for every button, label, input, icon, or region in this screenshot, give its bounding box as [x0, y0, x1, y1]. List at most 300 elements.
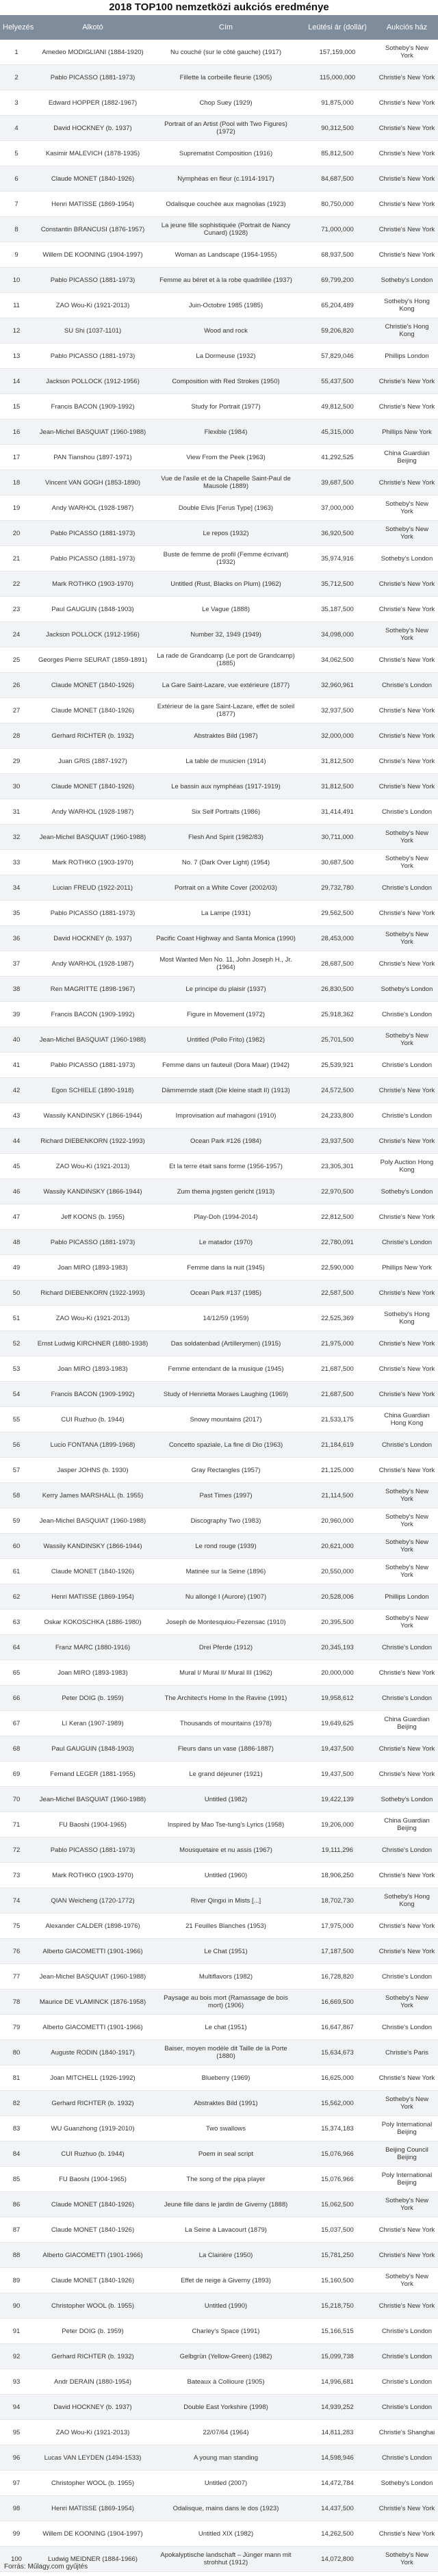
artist-cell: ZAO Wou-Ki (1921-2013): [33, 1306, 153, 1331]
table-row: [0, 470, 438, 495]
rank-cell: 6: [0, 166, 33, 192]
auction-house-cell: Beijing Council Beijing: [376, 2141, 438, 2167]
work-title-cell: 22/07/64 (1964): [153, 2420, 299, 2445]
artist-cell: Claude MONET (1840-1926): [33, 673, 153, 698]
artist-cell: Maurice DE VLAMINCK (1876-1958): [33, 1989, 153, 2015]
auction-house-cell: Christie's New York: [376, 2243, 438, 2268]
price-cell: 20,960,000: [299, 1508, 376, 1534]
price-cell: 23,937,500: [299, 1129, 376, 1154]
work-title-cell: La Clairière (1950): [153, 2243, 299, 2268]
price-cell: 20,395,500: [299, 1610, 376, 1635]
table-row: [0, 1306, 438, 1331]
work-title-cell: The song of the pipa player: [153, 2167, 299, 2192]
table-row: [0, 799, 438, 825]
artist-cell: Wassily KANDINSKY (1866-1944): [33, 1179, 153, 1205]
work-title-cell: Juin-Octobre 1985 (1985): [153, 293, 299, 318]
auction-house-cell: Christie's New York: [376, 242, 438, 268]
auction-house-cell: Christie's New York: [376, 749, 438, 774]
auction-house-cell: Christie's New York: [376, 1205, 438, 1230]
table-row: [0, 571, 438, 597]
work-title-cell: Fillette la corbeille fleurie (1905): [153, 65, 299, 90]
table-row: [0, 2268, 438, 2293]
auction-house-cell: Christie's London: [376, 1053, 438, 1078]
rank-cell: 70: [0, 1787, 33, 1812]
table-row: [0, 166, 438, 192]
rank-cell: 72: [0, 1838, 33, 1863]
auction-house-cell: Christie's New York: [376, 774, 438, 799]
auction-house-cell: Christie's New York: [376, 571, 438, 597]
artist-cell: CUI Ruzhuo (b. 1944): [33, 1407, 153, 1432]
table-row: [0, 1635, 438, 1660]
table-row: [0, 1382, 438, 1407]
price-cell: 14,939,252: [299, 2395, 376, 2420]
auction-house-cell: Christie's London: [376, 2344, 438, 2369]
table-row: [0, 1280, 438, 1306]
artist-cell: Jean-Michel BASQUIAT (1960-1988): [33, 1787, 153, 1812]
rank-cell: 55: [0, 1407, 33, 1432]
auction-house-cell: Sotheby's Hong Kong: [376, 1888, 438, 1914]
work-title-cell: Matinée sur la Seine (1896): [153, 1559, 299, 1584]
work-title-cell: Thousands of mountains (1978): [153, 1711, 299, 1736]
artist-cell: Joan MIRO (1893-1983): [33, 1356, 153, 1382]
auction-house-cell: Christie's New York: [376, 166, 438, 192]
price-cell: 31,812,500: [299, 749, 376, 774]
work-title-cell: Mural I/ Mural II/ Mural III (1962): [153, 1660, 299, 1686]
price-cell: 16,728,820: [299, 1964, 376, 1989]
price-cell: 14,072,800: [299, 2547, 376, 2572]
price-cell: 31,812,500: [299, 774, 376, 799]
rank-cell: 15: [0, 394, 33, 420]
header-work: Cím: [153, 15, 299, 40]
auction-house-cell: Christie's Hong Kong: [376, 318, 438, 344]
rank-cell: 68: [0, 1736, 33, 1762]
artist-cell: Juan GRIS (1887-1927): [33, 749, 153, 774]
table-row: [0, 2445, 438, 2471]
auction-house-cell: Sotheby's New York: [376, 1610, 438, 1635]
rank-cell: 3: [0, 90, 33, 116]
work-title-cell: Drei Pferde (1912): [153, 1635, 299, 1660]
work-title-cell: Multiflavors (1982): [153, 1964, 299, 1989]
auction-house-cell: China Guardian Beijing: [376, 1812, 438, 1838]
work-title-cell: Number 32, 1949 (1949): [153, 622, 299, 647]
work-title-cell: Woman as Landscape (1954-1955): [153, 242, 299, 268]
table-row: [0, 723, 438, 749]
auction-house-cell: China Guardian Hong Kong: [376, 1407, 438, 1432]
rank-cell: 11: [0, 293, 33, 318]
work-title-cell: Odalisque, mains dans le dos (1923): [153, 2496, 299, 2521]
work-title-cell: Le rond rouge (1939): [153, 1534, 299, 1559]
rank-cell: 58: [0, 1483, 33, 1508]
table-row: [0, 1483, 438, 1508]
source-note: Forrás: Műlagy.com gyűjtés: [4, 2563, 88, 2571]
price-cell: 69,799,200: [299, 268, 376, 293]
price-cell: 15,218,750: [299, 2293, 376, 2319]
auction-house-cell: Christie's New York: [376, 1280, 438, 1306]
table-header: [0, 15, 438, 40]
auction-house-cell: Sotheby's New York: [376, 2268, 438, 2293]
work-title-cell: Discography Two (1983): [153, 1508, 299, 1534]
page-title: 2018 TOP100 nemzetközi aukciós eredménye: [109, 1, 329, 13]
work-title-cell: Wood and rock: [153, 318, 299, 344]
table-row: [0, 141, 438, 166]
auction-house-cell: Christie's London: [376, 1686, 438, 1711]
work-title-cell: Bateaux à Collioure (1905): [153, 2369, 299, 2395]
header-auction-house: Aukciós ház: [376, 15, 438, 40]
work-title-cell: Flexible (1984): [153, 420, 299, 445]
artist-cell: Gerhard RICHTER (b. 1932): [33, 723, 153, 749]
table-row: [0, 2471, 438, 2496]
work-title-cell: Charley's Space (1991): [153, 2319, 299, 2344]
rank-cell: 10: [0, 268, 33, 293]
work-title-cell: Le matador (1970): [153, 1230, 299, 1255]
artist-cell: Andy WARHOL (1928-1987): [33, 951, 153, 977]
table-row: [0, 1888, 438, 1914]
rank-cell: 22: [0, 571, 33, 597]
rank-cell: 54: [0, 1382, 33, 1407]
artist-cell: Mark ROTHKO (1903-1970): [33, 571, 153, 597]
table-row: [0, 2091, 438, 2116]
artist-cell: CUI Ruzhuo (b. 1944): [33, 2141, 153, 2167]
work-title-cell: Composition with Red Strokes (1950): [153, 369, 299, 394]
auction-house-cell: Christie's New York: [376, 1863, 438, 1888]
auction-house-cell: Christie's New York: [376, 141, 438, 166]
artist-cell: Claude MONET (1840-1926): [33, 1559, 153, 1584]
table-row: [0, 850, 438, 875]
table-row: [0, 1838, 438, 1863]
price-cell: 20,528,006: [299, 1584, 376, 1610]
table-row: [0, 90, 438, 116]
rank-cell: 87: [0, 2217, 33, 2243]
auction-house-cell: Christie's London: [376, 2319, 438, 2344]
artist-cell: Pablo PICASSO (1881-1973): [33, 901, 153, 926]
auction-house-cell: Sotheby's London: [376, 1787, 438, 1812]
work-title-cell: Double Elvis [Ferus Type] (1963): [153, 495, 299, 521]
work-title-cell: Joseph de Montesquiou-Fezensac (1910): [153, 1610, 299, 1635]
auction-house-cell: Christie's New York: [376, 2217, 438, 2243]
artist-cell: Henri MATISSE (1869-1954): [33, 192, 153, 217]
work-title-cell: Portrait on a White Cover (2002/03): [153, 875, 299, 901]
price-cell: 84,687,500: [299, 166, 376, 192]
rank-cell: 83: [0, 2116, 33, 2141]
artist-cell: Christopher WOOL (b. 1955): [33, 2471, 153, 2496]
work-title-cell: Untitled (Pollo Frito) (1982): [153, 1027, 299, 1053]
table-row: [0, 1179, 438, 1205]
artist-cell: Willem DE KOONING (1904-1997): [33, 242, 153, 268]
table-row: [0, 2521, 438, 2547]
table-row: [0, 1129, 438, 1154]
work-title-cell: Le Vague (1888): [153, 597, 299, 622]
auction-house-cell: Christie's New York: [376, 394, 438, 420]
auction-house-cell: China Guardian Beijing: [376, 445, 438, 470]
auction-house-cell: Sotheby's New York: [376, 40, 438, 65]
auction-house-cell: Sotheby's Hong Kong: [376, 1306, 438, 1331]
work-title-cell: La Gare Saint-Lazare, vue extérieure (1877): [153, 673, 299, 698]
work-title-cell: Untitled (Rust, Blacks on Plum) (1962): [153, 571, 299, 597]
auction-house-cell: Phillips London: [376, 344, 438, 369]
rank-cell: 48: [0, 1230, 33, 1255]
artist-cell: Georges Pierre SEURAT (1859-1891): [33, 647, 153, 673]
price-cell: 21,184,619: [299, 1432, 376, 1458]
auction-house-cell: Sotheby's New York: [376, 622, 438, 647]
work-title-cell: River Qingxi in Mists [...]: [153, 1888, 299, 1914]
rank-cell: 94: [0, 2395, 33, 2420]
auction-house-cell: Christie's New York: [376, 1736, 438, 1762]
price-cell: 22,590,000: [299, 1255, 376, 1280]
rank-cell: 28: [0, 723, 33, 749]
work-title-cell: Untitled XIX (1982): [153, 2521, 299, 2547]
artist-cell: Ludwig MEIDNER (1884-1966): [33, 2547, 153, 2572]
price-cell: 55,437,500: [299, 369, 376, 394]
table-row: [0, 1812, 438, 1838]
table-row: [0, 1154, 438, 1179]
table-row: [0, 901, 438, 926]
table-row: [0, 1584, 438, 1610]
work-title-cell: Extérieur de la gare Saint-Lazare, effet de soleil (1877): [153, 698, 299, 723]
table-row: [0, 116, 438, 141]
work-title-cell: Ocean Park #137 (1985): [153, 1280, 299, 1306]
rank-cell: 69: [0, 1762, 33, 1787]
artist-cell: Claude MONET (1840-1926): [33, 698, 153, 723]
auction-house-cell: Christie's London: [376, 673, 438, 698]
rank-cell: 16: [0, 420, 33, 445]
rank-cell: 93: [0, 2369, 33, 2395]
artist-cell: Franz MARC (1880-1916): [33, 1635, 153, 1660]
work-title-cell: Inspired by Mao Tse-tung's Lyrics (1958): [153, 1812, 299, 1838]
auction-house-cell: Sotheby's New York: [376, 1989, 438, 2015]
rank-cell: 46: [0, 1179, 33, 1205]
auction-house-cell: Christie's New York: [376, 192, 438, 217]
artist-cell: Christopher WOOL (b. 1955): [33, 2293, 153, 2319]
rank-cell: 74: [0, 1888, 33, 1914]
rank-cell: 62: [0, 1584, 33, 1610]
auction-results-table: [0, 15, 438, 2572]
rank-cell: 99: [0, 2521, 33, 2547]
table-row: [0, 344, 438, 369]
work-title-cell: Femme au béret et à la robe quadrillée (1937): [153, 268, 299, 293]
rank-cell: 57: [0, 1458, 33, 1483]
auction-house-cell: Christie's New York: [376, 2065, 438, 2091]
artist-cell: Alberto GIACOMETTI (1901-1966): [33, 2015, 153, 2040]
rank-cell: 47: [0, 1205, 33, 1230]
artist-cell: Pablo PICASSO (1881-1973): [33, 521, 153, 546]
artist-cell: Pablo PICASSO (1881-1973): [33, 268, 153, 293]
rank-cell: 23: [0, 597, 33, 622]
rank-cell: 61: [0, 1559, 33, 1584]
artist-cell: Willem DE KOONING (1904-1997): [33, 2521, 153, 2547]
price-cell: 85,812,500: [299, 141, 376, 166]
price-cell: 15,374,183: [299, 2116, 376, 2141]
artist-cell: Gerhard RICHTER (b. 1932): [33, 2344, 153, 2369]
price-cell: 16,647,867: [299, 2015, 376, 2040]
rank-cell: 29: [0, 749, 33, 774]
artist-cell: David HOCKNEY (b. 1937): [33, 116, 153, 141]
artist-cell: ZAO Wou-Ki (1921-2013): [33, 2420, 153, 2445]
artist-cell: Wassily KANDINSKY (1866-1944): [33, 1534, 153, 1559]
price-cell: 20,000,000: [299, 1660, 376, 1686]
rank-cell: 1: [0, 40, 33, 65]
auction-house-cell: Sotheby's London: [376, 546, 438, 571]
table-row: [0, 2116, 438, 2141]
artist-cell: Jean-Michel BASQUIAT (1960-1988): [33, 1027, 153, 1053]
rank-cell: 86: [0, 2192, 33, 2217]
rank-cell: 98: [0, 2496, 33, 2521]
table-row: [0, 673, 438, 698]
price-cell: 29,732,780: [299, 875, 376, 901]
price-cell: 39,687,500: [299, 470, 376, 495]
artist-cell: Kerry James MARSHALL (b. 1955): [33, 1483, 153, 1508]
rank-cell: 89: [0, 2268, 33, 2293]
price-cell: 22,970,500: [299, 1179, 376, 1205]
price-cell: 15,037,500: [299, 2217, 376, 2243]
table-row: [0, 2040, 438, 2065]
table-row: [0, 2319, 438, 2344]
rank-cell: 82: [0, 2091, 33, 2116]
rank-cell: 71: [0, 1812, 33, 1838]
price-cell: 21,533,175: [299, 1407, 376, 1432]
rank-cell: 24: [0, 622, 33, 647]
table-body: [0, 40, 438, 2572]
table-row: [0, 2141, 438, 2167]
table-row: [0, 1458, 438, 1483]
rank-cell: 4: [0, 116, 33, 141]
table-row: [0, 65, 438, 90]
price-cell: 14,262,500: [299, 2521, 376, 2547]
rank-cell: 59: [0, 1508, 33, 1534]
table-row: [0, 1787, 438, 1812]
artist-cell: Mark ROTHKO (1903-1970): [33, 850, 153, 875]
auction-house-cell: Sotheby's New York: [376, 2091, 438, 2116]
price-cell: 16,625,000: [299, 2065, 376, 2091]
price-cell: 32,937,500: [299, 698, 376, 723]
work-title-cell: Most Wanted Men No. 11, John Joseph H., Jr. (1964): [153, 951, 299, 977]
work-title-cell: Baiser, moyen modèle dit Taille de la Porte (1880): [153, 2040, 299, 2065]
rank-cell: 7: [0, 192, 33, 217]
table-row: [0, 2496, 438, 2521]
artist-cell: Gerhard RICHTER (b. 1932): [33, 2091, 153, 2116]
artist-cell: Alexander CALDER (1898-1976): [33, 1914, 153, 1939]
work-title-cell: Buste de femme de profil (Femme écrivant) (1932): [153, 546, 299, 571]
work-title-cell: Le principe du plaisir (1937): [153, 977, 299, 1002]
work-title-cell: A young man standing: [153, 2445, 299, 2471]
artist-cell: ZAO Wou-Ki (1921-2013): [33, 293, 153, 318]
artist-cell: Oskar KOKOSCHKA (1886-1980): [33, 1610, 153, 1635]
work-title-cell: Vue de l'asile et de la Chapelle Saint-Paul de Mausole (1889): [153, 470, 299, 495]
rank-cell: 79: [0, 2015, 33, 2040]
work-title-cell: Suprematist Composition (1916): [153, 141, 299, 166]
artist-cell: Joan MITCHELL (1926-1992): [33, 2065, 153, 2091]
price-cell: 45,315,000: [299, 420, 376, 445]
table-row: [0, 2420, 438, 2445]
auction-house-cell: Christie's New York: [376, 1331, 438, 1356]
auction-house-cell: Poly International Beijing: [376, 2116, 438, 2141]
table-row: [0, 1356, 438, 1382]
rank-cell: 51: [0, 1306, 33, 1331]
auction-house-cell: Christie's New York: [376, 951, 438, 977]
work-title-cell: Femme dans un fauteuil (Dora Maar) (1942): [153, 1053, 299, 1078]
table-row: [0, 1989, 438, 2015]
table-row: [0, 1686, 438, 1711]
table-row: [0, 1103, 438, 1129]
auction-house-cell: Christie's London: [376, 1964, 438, 1989]
table-row: [0, 1053, 438, 1078]
table-row: [0, 318, 438, 344]
table-row: [0, 2243, 438, 2268]
work-title-cell: Zum thema jngsten gericht (1913): [153, 1179, 299, 1205]
table-row: [0, 647, 438, 673]
auction-house-cell: Phillips New York: [376, 1255, 438, 1280]
rank-cell: 5: [0, 141, 33, 166]
artist-cell: Jean-Michel BASQUIAT (1960-1988): [33, 1964, 153, 1989]
work-title-cell: Le grand déjeuner (1921): [153, 1762, 299, 1787]
table-row: [0, 2065, 438, 2091]
auction-house-cell: Christie's London: [376, 2015, 438, 2040]
auction-house-cell: China Guardian Beijing: [376, 1711, 438, 1736]
artist-cell: Lucian FREUD (1922-2011): [33, 875, 153, 901]
table-row: [0, 1939, 438, 1964]
rank-cell: 81: [0, 2065, 33, 2091]
auction-house-cell: Sotheby's London: [376, 268, 438, 293]
price-cell: 157,159,000: [299, 40, 376, 65]
table-row: [0, 1660, 438, 1686]
auction-house-cell: Sotheby's London: [376, 2471, 438, 2496]
rank-cell: 26: [0, 673, 33, 698]
artist-cell: Joan MIRO (1893-1983): [33, 1255, 153, 1280]
artist-cell: Claude MONET (1840-1926): [33, 2268, 153, 2293]
table-row: [0, 2293, 438, 2319]
auction-house-cell: Christie's London: [376, 799, 438, 825]
price-cell: 19,422,139: [299, 1787, 376, 1812]
rank-cell: 92: [0, 2344, 33, 2369]
rank-cell: 73: [0, 1863, 33, 1888]
rank-cell: 45: [0, 1154, 33, 1179]
price-cell: 21,114,500: [299, 1483, 376, 1508]
work-title-cell: La Lampe (1931): [153, 901, 299, 926]
rank-cell: 25: [0, 647, 33, 673]
price-cell: 14,472,784: [299, 2471, 376, 2496]
artist-cell: Pablo PICASSO (1881-1973): [33, 1838, 153, 1863]
auction-house-cell: Sotheby's New York: [376, 1027, 438, 1053]
price-cell: 68,937,500: [299, 242, 376, 268]
auction-house-cell: Phillips London: [376, 1584, 438, 1610]
artist-cell: QIAN Weicheng (1720-1772): [33, 1888, 153, 1914]
price-cell: 19,206,000: [299, 1812, 376, 1838]
price-cell: 115,000,000: [299, 65, 376, 90]
rank-cell: 20: [0, 521, 33, 546]
table-row: [0, 597, 438, 622]
auction-house-cell: Christie's New York: [376, 2293, 438, 2319]
rank-cell: 41: [0, 1053, 33, 1078]
rank-cell: 90: [0, 2293, 33, 2319]
rank-cell: 65: [0, 1660, 33, 1686]
artist-cell: Francis BACON (1909-1992): [33, 394, 153, 420]
artist-cell: Jackson POLLOCK (1912-1956): [33, 622, 153, 647]
artist-cell: Paul GAUGUIN (1848-1903): [33, 1736, 153, 1762]
artist-cell: Lucio FONTANA (1899-1968): [33, 1432, 153, 1458]
artist-cell: Kasimir MALEVICH (1878-1935): [33, 141, 153, 166]
table-row: [0, 1407, 438, 1432]
work-title-cell: Nymphéas en fleur (c.1914-1917): [153, 166, 299, 192]
price-cell: 37,000,000: [299, 495, 376, 521]
work-title-cell: Two swallows: [153, 2116, 299, 2141]
artist-cell: Pablo PICASSO (1881-1973): [33, 1053, 153, 1078]
price-cell: 15,062,500: [299, 2192, 376, 2217]
artist-cell: Egon SCHIELE (1890-1918): [33, 1078, 153, 1103]
table-row: [0, 192, 438, 217]
work-title-cell: Le Chat (1951): [153, 1939, 299, 1964]
work-title-cell: La jeune fille sophistiquée (Portrait de Nancy Cunard) (1928): [153, 217, 299, 242]
price-cell: 31,414,491: [299, 799, 376, 825]
rank-cell: 52: [0, 1331, 33, 1356]
